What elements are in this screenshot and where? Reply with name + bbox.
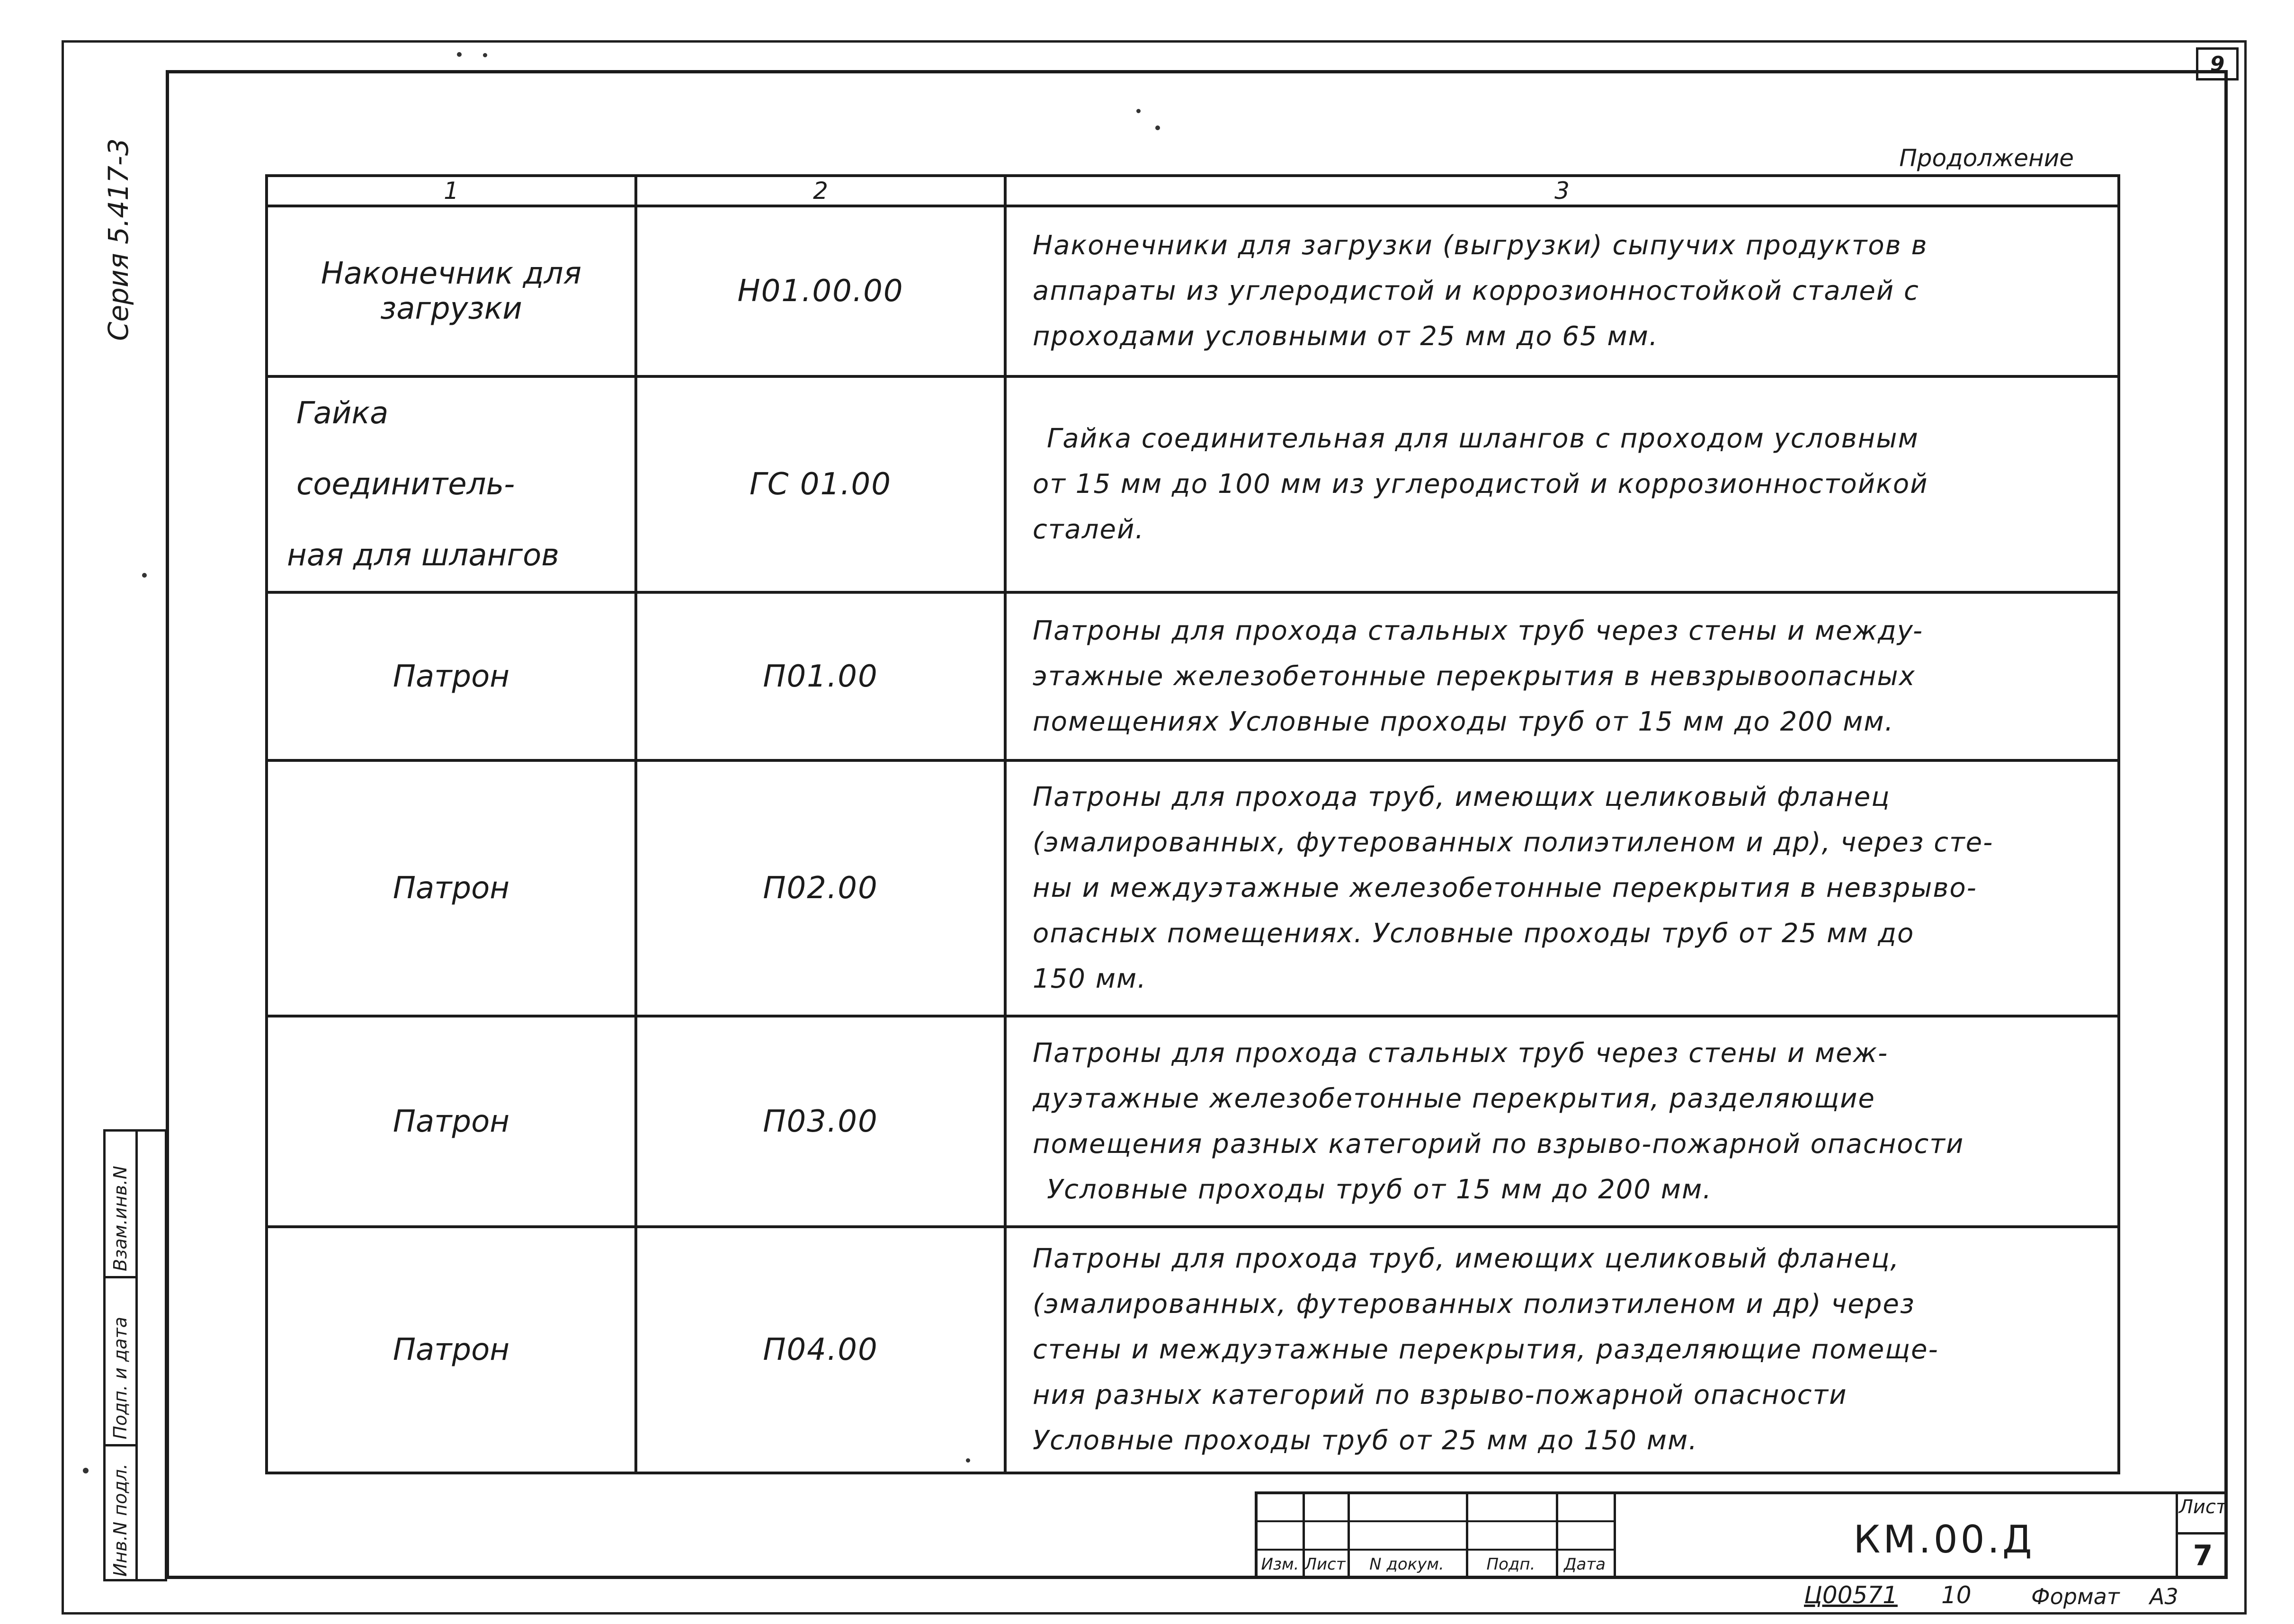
scan-speck <box>966 1458 970 1463</box>
item-description <box>1005 1227 2119 1473</box>
side-cell-replace-inventory <box>106 1132 135 1278</box>
side-cell-sign-date <box>106 1278 135 1446</box>
item-name: Патрон <box>267 760 636 1016</box>
continuation-label: Продолжение <box>1899 144 2074 172</box>
scan-speck <box>457 52 462 57</box>
table-row <box>267 1016 2119 1227</box>
description-line: Гайка соединительная для шлангов с проходом условным <box>1047 423 1919 454</box>
description-line: проходами условными от 25 мм до 65 мм. <box>1033 321 1659 352</box>
item-code: П01.00 <box>636 592 1005 760</box>
inventory-number: Ц00571 <box>1804 1581 1898 1609</box>
format-label: Формат <box>2031 1584 2120 1609</box>
document-code: КМ.00.Д <box>1853 1517 2035 1562</box>
format-value: А3 <box>2150 1584 2178 1609</box>
title-col-label: Подп. <box>1486 1555 1535 1574</box>
copy-number: 10 <box>1941 1581 1972 1609</box>
description-line: Условные проходы труб от 15 мм до 200 мм. <box>1047 1174 1713 1205</box>
column-header: 2 <box>636 176 1005 206</box>
description-line: (эмалированных, футерованных полиэтиленом и др), через сте- <box>1033 827 1994 858</box>
table-header-row <box>267 176 2119 206</box>
item-code: Н01.00.00 <box>636 206 1005 376</box>
side-cell-original-inventory <box>106 1446 135 1581</box>
description-line: Патроны для прохода стальных труб через стены и меж- <box>1033 1037 1889 1069</box>
description-line: Наконечники для загрузки (выгрузки) сыпучих продуктов в <box>1033 230 1928 261</box>
item-name: Патрон <box>267 1016 636 1227</box>
title-col-label: N докум. <box>1369 1555 1444 1574</box>
description-line: ны и междуэтажные железобетонные перекрытия в невзрыво- <box>1033 873 1977 903</box>
series-label: Серия 5.417-3 <box>102 138 134 341</box>
table-row <box>267 760 2119 1016</box>
item-code: П02.00 <box>636 760 1005 1016</box>
sheet-number: 7 <box>2178 1532 2228 1577</box>
title-block-divider <box>1614 1494 1616 1579</box>
scan-speck <box>483 53 487 57</box>
side-strip-divider <box>135 1132 138 1579</box>
table-row <box>267 376 2119 592</box>
description-line: этажные железобетонные перекрытия в невзрывоопасных <box>1033 660 1916 692</box>
title-block <box>1255 1491 2228 1579</box>
table-row <box>267 1227 2119 1473</box>
description-line: 150 мм. <box>1033 964 1147 994</box>
description-line: сталей. <box>1033 514 1145 545</box>
item-name <box>267 376 636 592</box>
side-label: Взам.инв.N <box>110 1166 131 1271</box>
side-label: Инв.N подл. <box>110 1463 131 1577</box>
table-row <box>267 592 2119 760</box>
specification-table <box>265 174 2117 1456</box>
scan-speck <box>83 1468 89 1473</box>
item-code: ГС 01.00 <box>636 376 1005 592</box>
title-col-label: Лист <box>1304 1555 1346 1574</box>
page-number: 9 <box>2196 47 2239 80</box>
title-block-rule <box>1258 1549 1614 1551</box>
column-header: 3 <box>1005 176 2119 206</box>
side-label: Подп. и дата <box>110 1317 131 1439</box>
description-line: аппараты из углеродистой и коррозионностойкой сталей с <box>1033 276 1919 306</box>
description-line: (эмалированных, футерованных полиэтиленом и др) через <box>1033 1289 1915 1320</box>
item-name: Наконечник для загрузки <box>267 206 636 376</box>
item-description <box>1005 1016 2119 1227</box>
description-line: от 15 мм до 100 мм из углеродистой и коррозионностойкой <box>1033 469 1928 500</box>
title-block-rule <box>1258 1520 1614 1522</box>
item-description <box>1005 376 2119 592</box>
sheet-cell <box>2176 1494 2228 1579</box>
description-line: Патроны для прохода труб, имеющих целиковый фланец <box>1033 782 1891 812</box>
column-header: 1 <box>267 176 636 206</box>
description-line: дуэтажные железобетонные перекрытия, разделяющие <box>1033 1083 1875 1114</box>
description-line: помещениях Условные проходы труб от 15 мм до 200 мм. <box>1033 706 1894 737</box>
item-description <box>1005 760 2119 1016</box>
item-code: П04.00 <box>636 1227 1005 1473</box>
scan-speck <box>142 573 147 578</box>
scan-speck <box>1155 125 1160 130</box>
item-code: П03.00 <box>636 1016 1005 1227</box>
title-col-label: Изм. <box>1261 1555 1299 1574</box>
item-name: Патрон <box>267 592 636 760</box>
title-col-label: Дата <box>1563 1555 1606 1574</box>
description-line: стены и междуэтажные перекрытия, разделяющие помеще- <box>1033 1334 1939 1365</box>
description-line: Патроны для прохода труб, имеющих целиковый фланец, <box>1033 1243 1900 1274</box>
item-name: Патрон <box>267 1227 636 1473</box>
description-line: помещения разных категорий по взрыво-пожарной опасности <box>1033 1128 1964 1160</box>
item-description <box>1005 206 2119 376</box>
side-stamp-strip <box>103 1129 167 1581</box>
table-row <box>267 206 2119 376</box>
item-name-line: ная для шлангов <box>287 538 559 573</box>
description-line: ния разных категорий по взрыво-пожарной опасности <box>1033 1380 1848 1410</box>
item-description <box>1005 592 2119 760</box>
description-line: Патроны для прохода стальных труб через стены и междy- <box>1033 615 1924 646</box>
scan-speck <box>1136 109 1141 113</box>
description-line: опасных помещениях. Условные проходы труб от 25 мм до <box>1033 918 1915 949</box>
description-line: Условные проходы труб от 25 мм до 150 мм. <box>1033 1425 1698 1456</box>
item-name-line: Гайка соединитель- <box>296 396 515 502</box>
sheet-label: Лист <box>2178 1496 2227 1518</box>
